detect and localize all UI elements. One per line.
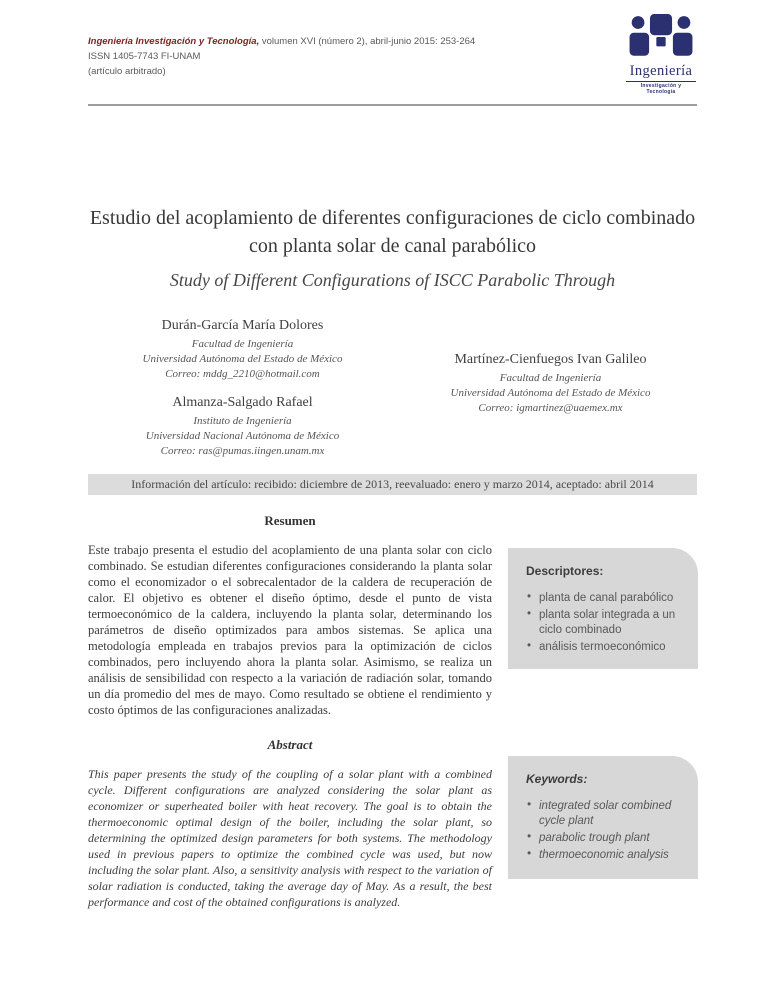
journal-meta-line1 (88, 34, 568, 49)
main-text-column (88, 513, 492, 910)
keywords-list (526, 799, 686, 863)
logo-mark-icon (627, 12, 695, 62)
issn-line: ISSN 1405-7743 FI-UNAM (88, 51, 201, 62)
keywords-box (508, 756, 698, 879)
header-rule (88, 104, 697, 106)
author-name: Durán-García María Dolores (161, 318, 324, 333)
article-title-english: Study of Different Configurations of ISCC Parabolic Through (169, 270, 616, 290)
keyword-item: • thermoeconomic analysis (526, 848, 686, 863)
resumen-text: Este trabajo presenta el estudio del acoplamiento de una planta solar con ciclo combinado. Se estudian diferentes configuraciones considerando la planta solar como el economizador o el sobrecalentador de la caldera de recuperación de calor. El objetivo es obtener el diseño óptimo, desde el punto de vista termoeconómico de la caldera, incluyendo la planta solar, determinando los parámetros de diseño optimizados para ambos sistemas. Se aplica una metodología empleada en trabajos previos para la optimización de ciclos combinados, pero incluyendo ahora la planta solar. Asimismo, se realiza un análisis de sensibilidad con respecto a la variación de radiación solar, tomando un día promedio del mes de mayo. Como resultado se obtiene el rendimiento y costo óptimos de las configuraciones analizadas. (88, 543, 492, 717)
author-block (393, 352, 708, 416)
author-affiliation: Instituto de Ingeniería (193, 415, 292, 427)
descriptor-item: • planta de canal parabólico (526, 591, 686, 606)
authors-column-right (393, 352, 708, 429)
descriptores-list (526, 591, 686, 655)
author-affiliation: Facultad de Ingeniería (191, 338, 294, 350)
author-name: Martínez-Cienfuegos Ivan Galileo (454, 352, 647, 367)
resumen-heading: Resumen (264, 513, 316, 528)
author-block (85, 395, 400, 459)
author-affiliation: Universidad Nacional Autónoma de México (145, 430, 340, 442)
logo-wordmark: Ingeniería (629, 63, 693, 79)
keywords-heading: Keywords: (526, 772, 588, 786)
journal-logo (620, 12, 702, 95)
author-email: Correo: mddg_2210@hotmail.com (165, 368, 320, 380)
keyword-item: • parabolic trough plant (526, 831, 686, 846)
author-affiliation: Universidad Autónoma del Estado de México (142, 353, 343, 365)
issue-info: volumen XVI (número 2), abril-junio 2015: 253-264 (259, 36, 476, 47)
author-affiliation: Universidad Autónoma del Estado de México (450, 387, 651, 399)
author-email: Correo: ras@pumas.iingen.unam.mx (160, 445, 325, 457)
descriptores-heading: Descriptores: (526, 564, 604, 578)
keyword-item: • integrated solar combined cycle plant (526, 799, 686, 829)
descriptores-box (508, 548, 698, 669)
peer-review-note: (artículo arbitrado) (88, 66, 166, 77)
author-affiliation: Facultad de Ingeniería (499, 372, 602, 384)
author-name: Almanza-Salgado Rafael (172, 395, 313, 410)
descriptor-item: • planta solar integrada a un ciclo combinado (526, 608, 686, 638)
logo-tagline: Investigación y Tecnología (626, 81, 696, 95)
journal-name: Ingeniería Investigación y Tecnología, (88, 36, 260, 47)
journal-meta (88, 34, 568, 79)
article-title-spanish: Estudio del acoplamiento de diferentes configuraciones de ciclo combinado con planta solar de canal parabólico (89, 207, 696, 257)
abstract-text: This paper presents the study of the coupling of a solar plant with a combined cycle. Different configurations are analyzed considering the solar plant as economizer or superheated boiler with heat recovery. The goal is to obtain the thermoeconomic optimal design of the boiler, including the solar plant, so determining the optimized design parameters for both systems. The methodology used in previous papers to optimize the combined cycle was used, but now including the solar plant. Also, a sensitivity analysis with respect to the variation of solar radiation is conducted, taking the average day of May. As a result, the best performance and cost of the obtained configurations is analyzed. (88, 767, 492, 909)
author-email: Correo: igmartinez@uaemex.mx (478, 402, 623, 414)
descriptor-item: • análisis termoeconómico (526, 640, 686, 655)
author-block (85, 318, 400, 382)
abstract-heading: Abstract (267, 737, 313, 752)
article-info-bar: Información del artículo: recibido: diciembre de 2013, reevaluado: enero y marzo 2014, aceptado: abril 2014 (88, 474, 697, 495)
authors-column-left (85, 318, 400, 472)
